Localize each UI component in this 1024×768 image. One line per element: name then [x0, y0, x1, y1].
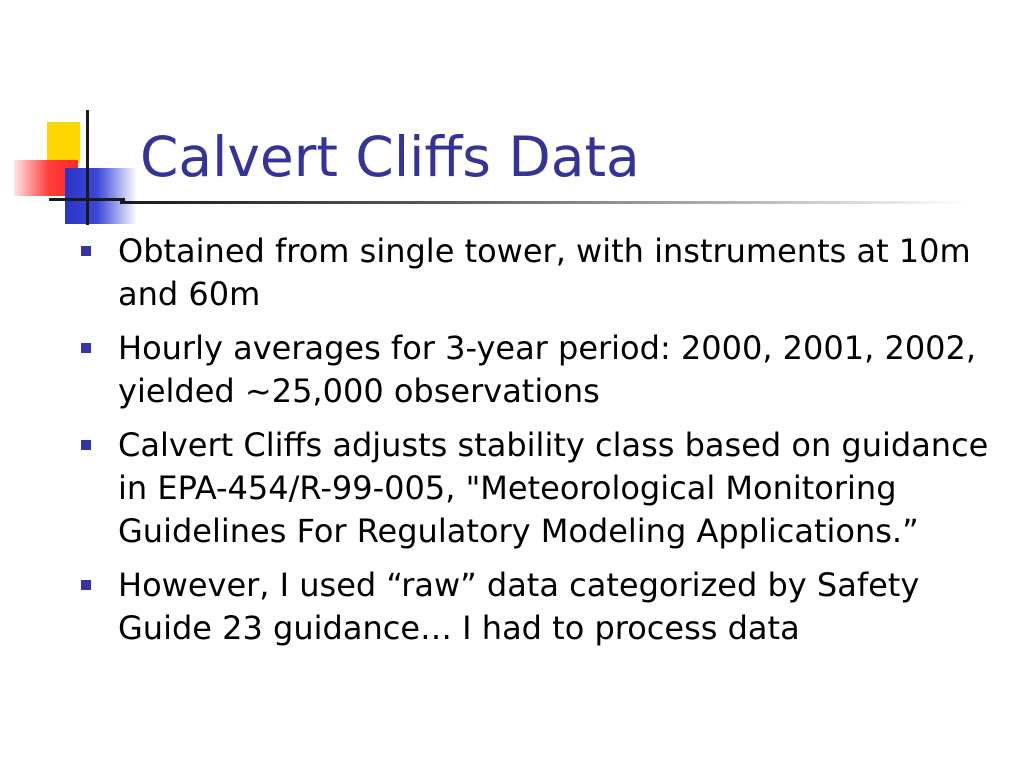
title-underline	[120, 201, 970, 204]
bullet-marker-icon	[81, 246, 91, 256]
bullet-text: However, I used “raw” data categorized by Safety Guide 23 guidance… I had to process data	[118, 566, 920, 647]
bullet-marker-icon	[81, 580, 91, 590]
bullet-text: Hourly averages for 3-year period: 2000, 2001, 2002, yielded ~25,000 observations	[118, 329, 977, 410]
vertical-line	[86, 110, 89, 225]
horizontal-line	[49, 198, 125, 201]
bullet-text: Calvert Cliffs adjusts stability class based on guidance in EPA-454/R-99-005, "Meteorological Monitoring Guidelines For Regulatory Modeling Applications.”	[118, 426, 989, 550]
blue-square	[65, 168, 137, 224]
bullet-text: Obtained from single tower, with instruments at 10m and 60m	[118, 232, 971, 313]
bullet-item	[80, 564, 1000, 650]
bullet-item	[80, 424, 1000, 553]
bullet-item	[80, 327, 1000, 413]
slide-title: Calvert Cliffs Data	[140, 125, 640, 189]
bullet-list	[80, 230, 1000, 661]
bullet-item	[80, 230, 1000, 316]
yellow-square	[47, 122, 80, 163]
decorative-logo	[0, 100, 150, 230]
bullet-marker-icon	[81, 343, 91, 353]
bullet-marker-icon	[81, 440, 91, 450]
